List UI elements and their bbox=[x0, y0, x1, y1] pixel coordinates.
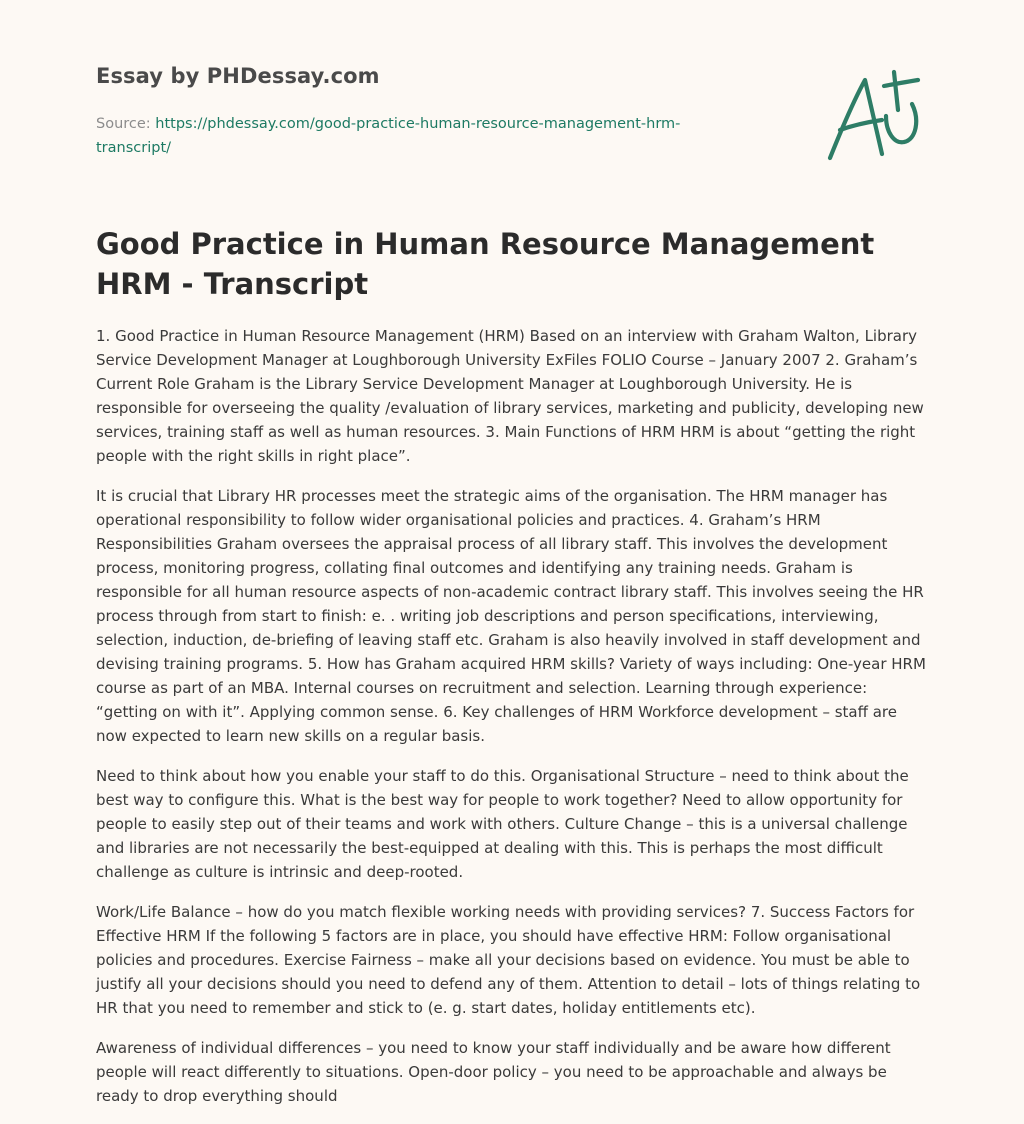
paragraph-1: 1. Good Practice in Human Resource Management (HRM) Based on an interview with Graham Walton, Library Service Development Manager at Loughborough University ExFiles FOLIO Course – January 2007 2. Graham’s Current Role Graham is the Library Service Development Manager at Loughborough University. He is responsible for overseeing the quality /evaluation of library services, marketing and publicity, developing new services, training staff as well as human resources. 3. Main Functions of HRM HRM is about “getting the right people with the right skills in right place”. bbox=[96, 327, 924, 465]
a-plus-logo-icon bbox=[820, 68, 930, 168]
article-title: Good Practice in Human Resource Management HRM - Transcript bbox=[96, 227, 875, 301]
source-link[interactable]: https://phdessay.com/good-practice-human-resource-management-hrm-transcript/ bbox=[96, 116, 681, 156]
source-label: Source: bbox=[96, 116, 156, 132]
site-brand: Essay by PHDessay.com bbox=[96, 64, 380, 88]
source-line bbox=[96, 112, 736, 160]
paragraph-5: Awareness of individual differences – you need to know your staff individually and be aware how different people will react differently to situations. Open-door policy – you need to be approachable and always be ready to drop everything should bbox=[96, 1039, 891, 1105]
paragraph-3: Need to think about how you enable your staff to do this. Organisational Structure – need to think about the best way to configure this. What is the best way for people to work together? Need to allow opportunity for people to easily step out of their teams and work with others. Culture Change – this is a universal challenge and libraries are not necessarily the best-equipped at dealing with this. This is perhaps the most difficult challenge as culture is intrinsic and deep-rooted. bbox=[96, 767, 909, 881]
paragraph-2: It is crucial that Library HR processes meet the strategic aims of the organisation. The HRM manager has operational responsibility to follow wider organisational policies and practices. 4. Graham’s HRM Responsibilities Graham oversees the appraisal process of all library staff. This involves the development process, monitoring progress, collating final outcomes and identifying any training needs. Graham is responsible for all human resource aspects of non-academic contract library staff. This involves seeing the HR process through from start to finish: e. . writing job descriptions and person specifications, interviewing, selection, induction, de-briefing of leaving staff etc. Graham is also heavily involved in staff development and devising training programs. 5. How has Graham acquired HRM skills? Variety of ways including: One-year HRM course as part of an MBA. Internal courses on recruitment and selection. Learning through experience: “getting on with it”. Applying common sense. 6. Key challenges of HRM Workforce development – staff are now expected to learn new skills on a regular basis. bbox=[96, 487, 926, 745]
article-body bbox=[96, 324, 928, 1124]
paragraph-4: Work/Life Balance – how do you match flexible working needs with providing services? 7. Success Factors for Effective HRM If the following 5 factors are in place, you should have effective HRM: Follow organisational policies and procedures. Exercise Fairness – make all your decisions based on evidence. You must be able to justify all your decisions should you need to defend any of them. Attention to detail – lots of things relating to HR that you need to remember and stick to (e. g. start dates, holiday entitlements etc). bbox=[96, 903, 921, 1017]
